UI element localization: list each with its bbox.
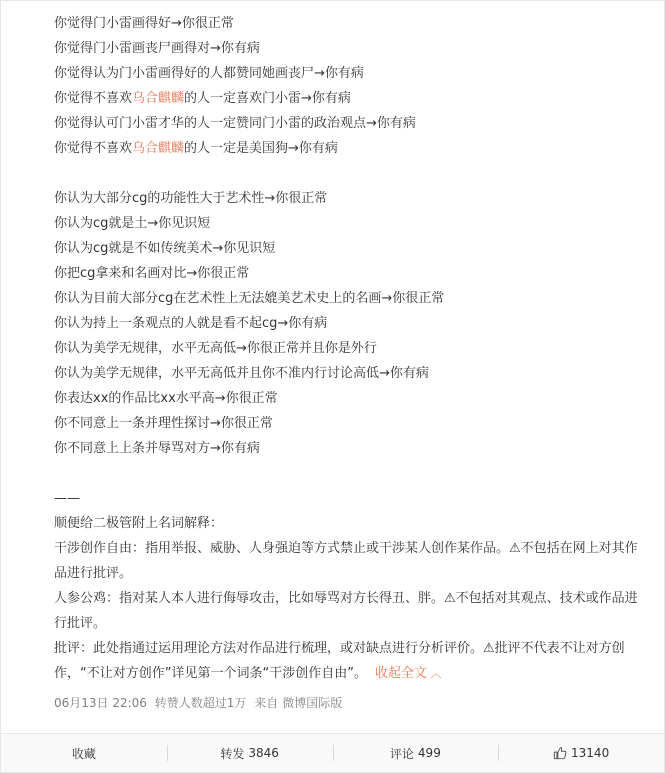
like-button[interactable] (498, 734, 664, 772)
statement-line: 你觉得门小雷画丧尸画得对→你有病 (54, 41, 260, 56)
chevron-up-icon: ︿ (426, 667, 442, 680)
statement-line: 你认为cg就是不如传统美术→你见识短 (54, 241, 276, 256)
statement-line: 你不同意上上条并辱骂对方→你有病 (54, 441, 260, 456)
like-count: 13140 (571, 746, 610, 760)
section-divider: —— (54, 491, 80, 506)
spacer (54, 161, 646, 186)
post-meta (54, 694, 346, 711)
repost-count-note: 转赞人数超过1万 (154, 696, 247, 710)
statement-group-2 (54, 186, 646, 461)
glossary-intro: 顺便给二极管附上名词解释： (54, 516, 224, 531)
comment-button[interactable] (333, 734, 499, 772)
post-timestamp[interactable]: 06月13日 22:06 (54, 696, 147, 710)
spacer (54, 461, 646, 486)
favorite-button[interactable] (1, 734, 167, 772)
statement-line: 你把cg拿来和名画对比→你很正常 (54, 266, 250, 281)
statement-line: 你不同意上一条并理性探讨→你很正常 (54, 416, 273, 431)
repost-button[interactable] (167, 734, 333, 772)
action-bar (1, 733, 664, 772)
repost-label: 转发 (220, 746, 245, 761)
statement-line: 你认为大部分cg的功能性大于艺术性→你很正常 (54, 191, 328, 206)
source-prefix: 来自 (254, 696, 279, 710)
collapse-text-link[interactable]: 收起全文 ︿ (374, 666, 442, 681)
statement-group-1 (54, 11, 646, 161)
source-client[interactable]: 微博国际版 (282, 696, 343, 710)
repost-count: 3846 (248, 746, 279, 760)
statement-line: 你认为持上一条观点的人就是看不起cg→你有病 (54, 316, 328, 331)
statement-line: 你觉得不喜欢乌合麒麟的人一定喜欢门小雷→你有病 (54, 91, 351, 106)
glossary-definition: 人参公鸡：指对某人本人进行侮辱攻击，比如辱骂对方长得丑、胖。⚠不包括对其观点、技术或作品进行批评。 (54, 591, 638, 631)
statement-line: 你觉得认可门小雷才华的人一定赞同门小雷的政治观点→你有病 (54, 116, 416, 131)
statement-line: 你觉得认为门小雷画得好的人都赞同她画丧尸→你有病 (54, 66, 364, 81)
comment-count: 499 (417, 746, 441, 760)
thumbs-up-icon (553, 746, 567, 760)
glossary-definition: 批评：此处指通过运用理论方法对作品进行梳理，或对缺点进行分析评价。⚠批评不代表不让对方创作，“不让对方创作”详见第一个词条“干涉创作自由”。 收起全文 ︿ (54, 641, 625, 681)
comment-label: 评论 (389, 746, 414, 761)
favorite-label: 收藏 (71, 746, 96, 761)
statement-line: 你认为cg就是土→你见识短 (54, 216, 211, 231)
statement-line: 你觉得门小雷画得好→你很正常 (54, 16, 234, 31)
glossary-definition: 干涉创作自由：指用举报、威胁、人身强迫等方式禁止或干涉某人创作某作品。⚠不包括在网上对其作品进行批评。 (54, 541, 638, 581)
topic-link[interactable]: 乌合麒麟 (132, 91, 185, 106)
statement-line: 你认为目前大部分cg在艺术性上无法媲美艺术史上的名画→你很正常 (54, 291, 445, 306)
statement-line: 你认为美学无规律，水平无高低并且你不准内行讨论高低→你有病 (54, 366, 429, 381)
post-content (54, 11, 646, 686)
statement-line: 你觉得不喜欢乌合麒麟的人一定是美国狗→你有病 (54, 141, 338, 156)
topic-link[interactable]: 乌合麒麟 (132, 141, 185, 156)
statement-line: 你表达xx的作品比xx水平高→你很正常 (54, 391, 278, 406)
statement-line: 你认为美学无规律，水平无高低→你很正常并且你是外行 (54, 341, 377, 356)
